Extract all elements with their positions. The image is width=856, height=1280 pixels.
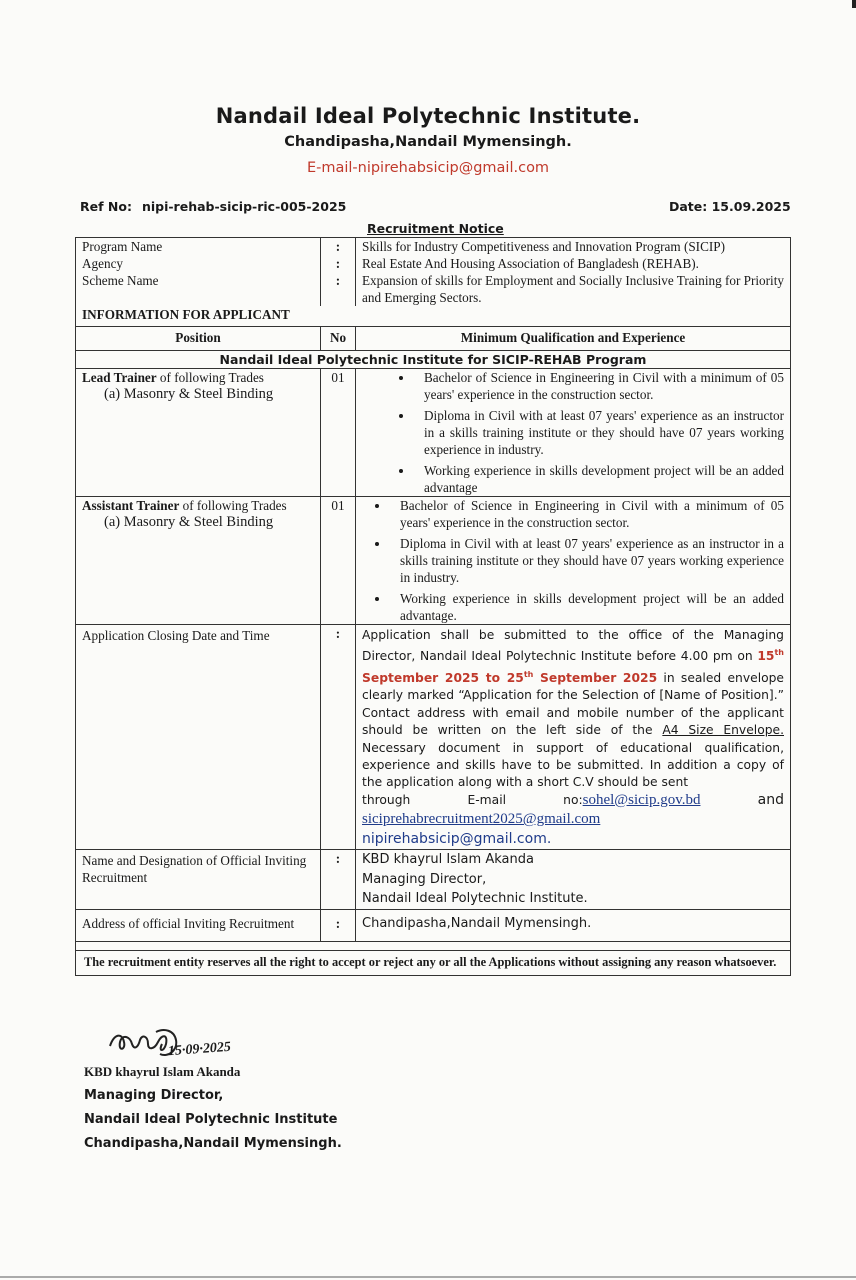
address-value: Chandipasha,Nandail Mymensingh. [356, 909, 791, 941]
ref-value: nipi-rehab-sicip-ric-005-2025 [141, 199, 347, 214]
section-title-row [76, 351, 791, 369]
official-colon: : [321, 850, 356, 910]
qualification-item: • Diploma in Civil with at least 07 years' experience as an instructor in a skills training institute or they should have 07 years working experience in industry. [414, 407, 784, 458]
email-link-sohel[interactable]: sohel@sicip.gov.bd [582, 791, 701, 808]
signature-designation: Managing Director, [84, 1088, 224, 1103]
and-word: and [757, 791, 784, 808]
position-lead-trade: (a) Masonry & Steel Binding [104, 386, 274, 402]
scheme-colon: : [321, 272, 356, 306]
closing-day-1-sup: th [774, 648, 784, 658]
scheme-label: Scheme Name [76, 272, 321, 306]
email-link-nipirehab[interactable]: nipirehabsicip@gmail.com. [362, 831, 552, 848]
through-word: through [362, 792, 411, 807]
closing-day-2-sup: th [523, 669, 534, 679]
program-colon: : [321, 238, 356, 256]
position-assistant-no: 01 [321, 497, 356, 625]
agency-row [76, 255, 791, 272]
position-lead-no: 01 [321, 369, 356, 497]
info-heading: INFORMATION FOR APPLICANT [76, 306, 791, 327]
agency-value: Real Estate And Housing Association of Bangladesh (REHAB). [356, 255, 791, 272]
closing-text-2: in sealed envelope clearly marked “Application for the Selection of [Name of Position].” Contact address with email and mobile number of the applicant should be written on the left side of the [362, 671, 785, 738]
notice-date: Date: 15.09.2025 [669, 199, 791, 214]
agency-colon: : [321, 255, 356, 272]
spacer-row [76, 941, 791, 950]
institute-email: E-mail-nipirehabsicip@gmail.com [306, 160, 550, 176]
position-lead [76, 369, 321, 497]
recruitment-table [75, 237, 791, 976]
institute-address: Chandipasha,Nandail Mymensingh. [284, 134, 572, 150]
signature-text [84, 1060, 342, 1156]
email-word: E-mail [467, 792, 507, 807]
position-assistant-title-rest: of following Trades [179, 498, 287, 513]
ref-number [80, 199, 346, 214]
program-label: Program Name [76, 238, 321, 256]
program-value: Skills for Industry Competitiveness and Innovation Program (SICIP) [356, 238, 791, 256]
position-lead-qualifications [356, 369, 791, 497]
address-label: Address of official Inviting Recruitment [76, 909, 321, 941]
position-assistant-title-bold: Assistant Trainer [82, 498, 180, 513]
header-qualification: Minimum Qualification and Experience [356, 327, 791, 351]
header-row [76, 327, 791, 351]
disclaimer-row [76, 950, 791, 975]
signature-name: KBD khayrul Islam Akanda [84, 1064, 241, 1079]
info-heading-row [76, 306, 791, 327]
position-assistant [76, 497, 321, 625]
edge-mark [852, 0, 856, 8]
closing-month-2: September 2025 [533, 671, 658, 685]
qualification-item: • Working experience in skills development project will be an added advantage. [390, 590, 784, 624]
email-no-prefix: no: [563, 792, 583, 807]
disclaimer: The recruitment entity reserves all the right to accept or reject any or all the Applications without assigning any reason whatsoever. [76, 950, 791, 975]
position-lead-title-bold: Lead Trainer [82, 370, 157, 385]
position-lead-title-rest: of following Trades [156, 370, 264, 385]
official-row [76, 850, 791, 910]
section-title: Nandail Ideal Polytechnic Institute for SICIP-REHAB Program [76, 351, 791, 369]
email-link-recruitment[interactable]: siciprehabrecruitment2025@gmail.com [362, 811, 601, 828]
official-designation: Managing Director, [362, 871, 487, 887]
closing-colon: : [321, 625, 356, 850]
notice-title: Recruitment Notice [367, 221, 504, 236]
closing-text-1: Application shall be submitted to the office of the Managing Director, Nandail Ideal Polytechnic Institute before 4.00 pm on [362, 628, 784, 664]
official-details [356, 850, 791, 910]
closing-text [356, 625, 791, 850]
official-label: Name and Designation of Official Inviting Recruitment [76, 850, 321, 910]
position-row-lead [76, 369, 791, 497]
header-position: Position [76, 327, 321, 351]
header-no: No [321, 327, 356, 351]
qualification-list [396, 369, 784, 496]
position-assistant-trade: (a) Masonry & Steel Binding [104, 514, 274, 530]
email-line [362, 792, 784, 809]
closing-range: September 2025 to 25 [362, 671, 524, 685]
official-institute: Nandail Ideal Polytechnic Institute. [362, 891, 588, 907]
closing-label: Application Closing Date and Time [76, 625, 321, 850]
position-assistant-title [82, 497, 314, 514]
closing-text-3: Necessary document in support of educational qualification, experience and skills have to be submitted. In addition a copy of the application along with a short C.V should be sent [362, 740, 784, 790]
signature-date: 15·09·2025 [167, 1039, 232, 1060]
spacer [76, 941, 791, 950]
email-no [563, 792, 700, 809]
qualification-item: • Bachelor of Science in Engineering in Civil with a minimum of 05 years' experience in the construction sector. [414, 369, 784, 403]
signature-institute: Nandail Ideal Polytechnic Institute [84, 1112, 338, 1127]
qualification-list [372, 497, 784, 624]
bottom-edge [0, 1276, 856, 1278]
qualification-item: • Working experience in skills development project will be an added advantage [414, 462, 784, 496]
qualification-item: • Bachelor of Science in Engineering in Civil with a minimum of 05 years' experience in the construction sector. [390, 497, 784, 531]
ref-label: Ref No: [80, 199, 132, 214]
closing-row [76, 625, 791, 850]
position-lead-title [82, 369, 314, 386]
scheme-row [76, 272, 791, 306]
institute-title: Nandail Ideal Polytechnic Institute. [215, 104, 641, 128]
agency-label: Agency [76, 255, 321, 272]
official-name: KBD khayrul Islam Akanda [362, 852, 534, 868]
closing-day-1: 15 [757, 649, 775, 664]
scheme-value: Expansion of skills for Employment and Socially Inclusive Training for Priority and Emerging Sectors. [356, 272, 791, 306]
address-row [76, 909, 791, 941]
position-row-assistant [76, 497, 791, 625]
envelope-size: A4 Size Envelope. [662, 723, 784, 738]
position-assistant-qualifications [356, 497, 791, 625]
program-row [76, 238, 791, 256]
address-colon: : [321, 909, 356, 941]
qualification-item: • Diploma in Civil with at least 07 years' experience as an instructor in a skills training institute or they should have 07 years working experience in industry. [390, 535, 784, 586]
signature-address: Chandipasha,Nandail Mymensingh. [84, 1136, 342, 1151]
